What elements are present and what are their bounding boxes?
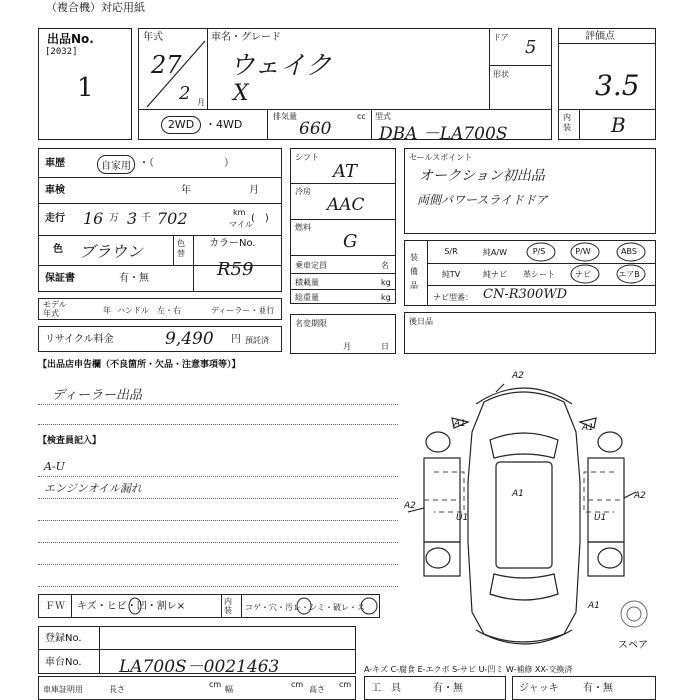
garage-cert-box: [38, 676, 356, 700]
recycle-unit: 円: [231, 334, 241, 345]
registration-label: 登録No.: [45, 633, 82, 644]
mileage-sen: 3: [127, 209, 138, 228]
fuel-value: G: [343, 231, 358, 252]
model-label: 型式: [375, 112, 391, 121]
model-year-label: モデル年式: [43, 300, 67, 318]
right-rear-panel: [588, 542, 624, 576]
sales-box: [404, 148, 656, 234]
grade-box: [558, 28, 656, 140]
wheel-front-left: [426, 432, 450, 452]
sen-label: 千: [141, 213, 151, 224]
fw-marks: [39, 595, 381, 619]
form-title: （複合機）対応用紙: [46, 1, 145, 14]
jack-value: 有・無: [583, 683, 613, 694]
tools-box: [364, 676, 506, 700]
tools-value: 有・無: [433, 683, 463, 694]
chassis-value: LA700S－0021463: [119, 657, 280, 677]
chassis-label: 車台No.: [45, 657, 82, 668]
drive-2wd: 2WD: [161, 116, 201, 134]
damage-legend: A-キズ C-腐食 E-エクボ S-サビ U-凹ミ W-補修 XX-交換済: [364, 665, 573, 674]
fuel-label: 燃料: [295, 223, 311, 232]
height-unit: cm: [339, 680, 352, 689]
height-label: 高さ: [309, 685, 325, 694]
width-unit: cm: [291, 680, 304, 689]
fw-interior-label: 内装: [224, 597, 232, 615]
garage-cert-label: 車庫証明用: [43, 685, 83, 694]
color-value: ブラウン: [79, 242, 144, 261]
wheel-front-right: [598, 432, 622, 452]
equip-tv: 純TV: [441, 270, 461, 279]
inspection-label: 車検: [45, 185, 65, 196]
equipment-label: 装備品: [410, 253, 418, 290]
vehicle-box: [138, 28, 552, 144]
car-body-outline: [468, 392, 580, 642]
mark-front-right: A1: [582, 423, 594, 433]
left-rear-panel: [424, 542, 460, 576]
weight-label: 総重量: [295, 293, 319, 302]
color-no-label: カラーNo.: [209, 238, 256, 249]
ac-label: 冷房: [295, 187, 311, 196]
registration-box: [38, 626, 356, 677]
mark-left-lower: U1: [456, 513, 469, 523]
ac-value: AAC: [327, 195, 365, 215]
sales-line2: 両側パワースライドドア: [417, 193, 548, 207]
inspector-label: 【検査員記入】: [38, 436, 102, 446]
door-label: ドア: [493, 33, 509, 42]
model-year-box: [38, 298, 282, 320]
color-label: 色: [53, 244, 63, 255]
mileage-man: 16: [83, 209, 104, 228]
equip-pw: P/W: [575, 247, 591, 256]
model-value: DBA －LA700S: [379, 124, 508, 144]
name-change-label: 名変期限: [295, 319, 327, 328]
weight-unit: kg: [381, 293, 391, 302]
shift-value: AT: [333, 161, 358, 182]
after-box: [404, 312, 656, 354]
dealer-label: ディーラー・並行: [211, 306, 275, 315]
shape-label: 形状: [493, 70, 509, 79]
inspector-line1: A-U: [44, 460, 65, 473]
length-label: 長さ: [109, 685, 125, 694]
lot-label: 出品No.: [47, 32, 94, 46]
color-no-value: R59: [217, 259, 254, 280]
spare-tire: [621, 601, 647, 627]
warranty-value: 有・無: [119, 273, 149, 284]
mileage-paren: ( ): [251, 213, 269, 224]
equip-ps: P/S: [532, 247, 546, 256]
capacity-unit: 名: [381, 261, 389, 270]
displacement-value: 660: [299, 119, 332, 139]
mark-left: A2: [404, 501, 416, 511]
interior-grade-value: B: [611, 113, 626, 137]
equip-navi: ナビ: [575, 270, 591, 279]
grade-score: 3.5: [595, 69, 640, 102]
after-label: 後日品: [409, 317, 433, 326]
wheel-rear-left: [426, 548, 450, 568]
fw-interior-items: コゲ・穴・汚レ・シミ・破レ・ス: [245, 603, 365, 612]
displacement-unit: cc: [357, 112, 366, 121]
jack-label: ジャッキ: [519, 683, 559, 694]
equip-leather: 革シート: [523, 270, 555, 279]
warranty-label: 保証書: [45, 273, 75, 284]
load-label: 積載量: [295, 278, 319, 287]
mark-right-lower: U1: [594, 513, 607, 523]
door-value: 5: [525, 37, 537, 58]
name-change-box: [290, 314, 396, 354]
km-label: km: [233, 208, 246, 217]
tools-label: 工 具: [371, 683, 401, 694]
navi-model-value: CN-R300WD: [483, 287, 568, 302]
handle-label: ハンドル: [117, 306, 149, 315]
mark-right: A2: [634, 491, 646, 501]
equipment-box: [404, 240, 656, 306]
equip-navi-oem: 純ナビ: [483, 270, 507, 279]
load-unit: kg: [381, 278, 391, 287]
name-change-day: 日: [381, 342, 389, 351]
displacement-label: 排気量: [273, 112, 297, 121]
fw-box: [38, 594, 380, 618]
width-label: 幅: [225, 685, 233, 694]
mileage-label: 走行: [45, 213, 65, 224]
equip-sr: S/R: [444, 247, 458, 256]
name-label: 車名・グレード: [211, 32, 281, 43]
drive-4wd: ・4WD: [205, 118, 243, 131]
inspector-line2: エンジンオイル漏れ: [44, 482, 142, 495]
model-year-suffix: 年: [103, 306, 111, 315]
interior-grade-label: 内装: [563, 113, 571, 132]
mark-front: A2: [512, 371, 524, 381]
year-value: 27: [151, 51, 182, 79]
capacity-label: 乗車定員: [295, 261, 327, 270]
equip-aw: 純A/W: [482, 248, 508, 257]
month-value: 2: [179, 83, 191, 104]
roof: [496, 462, 552, 568]
grade-label: 評価点: [585, 31, 615, 42]
mark-roof: A1: [512, 489, 524, 499]
year-divider: [139, 29, 209, 109]
fw-label: ＦＷ: [45, 601, 65, 612]
inspection-month: 月: [249, 185, 259, 196]
car-damage-diagram: [404, 362, 668, 662]
inspection-year: 年: [181, 185, 191, 196]
spare-label: スペア: [618, 640, 648, 651]
wheel-rear-right: [598, 548, 622, 568]
equip-abs: ABS: [621, 247, 637, 256]
lot-number: [2032]: [45, 47, 78, 57]
rear-window: [490, 574, 558, 600]
report-value: ディーラー出品: [52, 388, 142, 403]
history-extra: ・（ ）: [139, 158, 234, 169]
mark-front-left: A1: [454, 419, 466, 429]
recycle-value: 9,490: [165, 329, 214, 349]
handle-value: 左・右: [157, 306, 181, 315]
month-label: 月: [197, 98, 205, 107]
lot-box: [38, 28, 132, 140]
mileage-rest: 702: [157, 209, 188, 228]
report-label: 【出品店申告欄（不良箇所・欠品・注意事項等）】: [38, 360, 241, 370]
recycle-box: [38, 326, 282, 352]
sales-line1: オークション初出品: [419, 168, 545, 184]
recycle-label: リサイクル料金: [45, 334, 114, 345]
grade-value: X: [233, 81, 249, 106]
man-label: 万: [109, 213, 119, 224]
navi-model-label: ナビ型番：: [433, 293, 473, 302]
year-label: 年式: [143, 32, 163, 43]
sales-label: セールスポイント: [409, 153, 473, 162]
mechanical-box: [290, 148, 396, 304]
jack-box: [512, 676, 656, 700]
color-change-label: 色替: [177, 239, 185, 258]
windshield: [490, 433, 558, 458]
fw-items: キズ・ヒビ・凹・割レ×: [77, 601, 186, 612]
name-change-month: 月: [343, 342, 351, 351]
mark-rear-right: A1: [588, 601, 600, 611]
equip-airbag: エアB: [618, 270, 640, 279]
history-box: [38, 148, 282, 292]
history-value: 自家用: [97, 155, 135, 174]
history-label: 車歴: [45, 158, 65, 169]
lot-value: 1: [77, 73, 94, 103]
mile-label: マイル: [229, 220, 253, 229]
recycle-status: 預託済: [245, 336, 269, 345]
length-unit: cm: [209, 680, 222, 689]
name-value: ウェイク: [229, 51, 332, 81]
front-bumper: [476, 388, 572, 404]
shift-label: シフト: [295, 153, 319, 162]
